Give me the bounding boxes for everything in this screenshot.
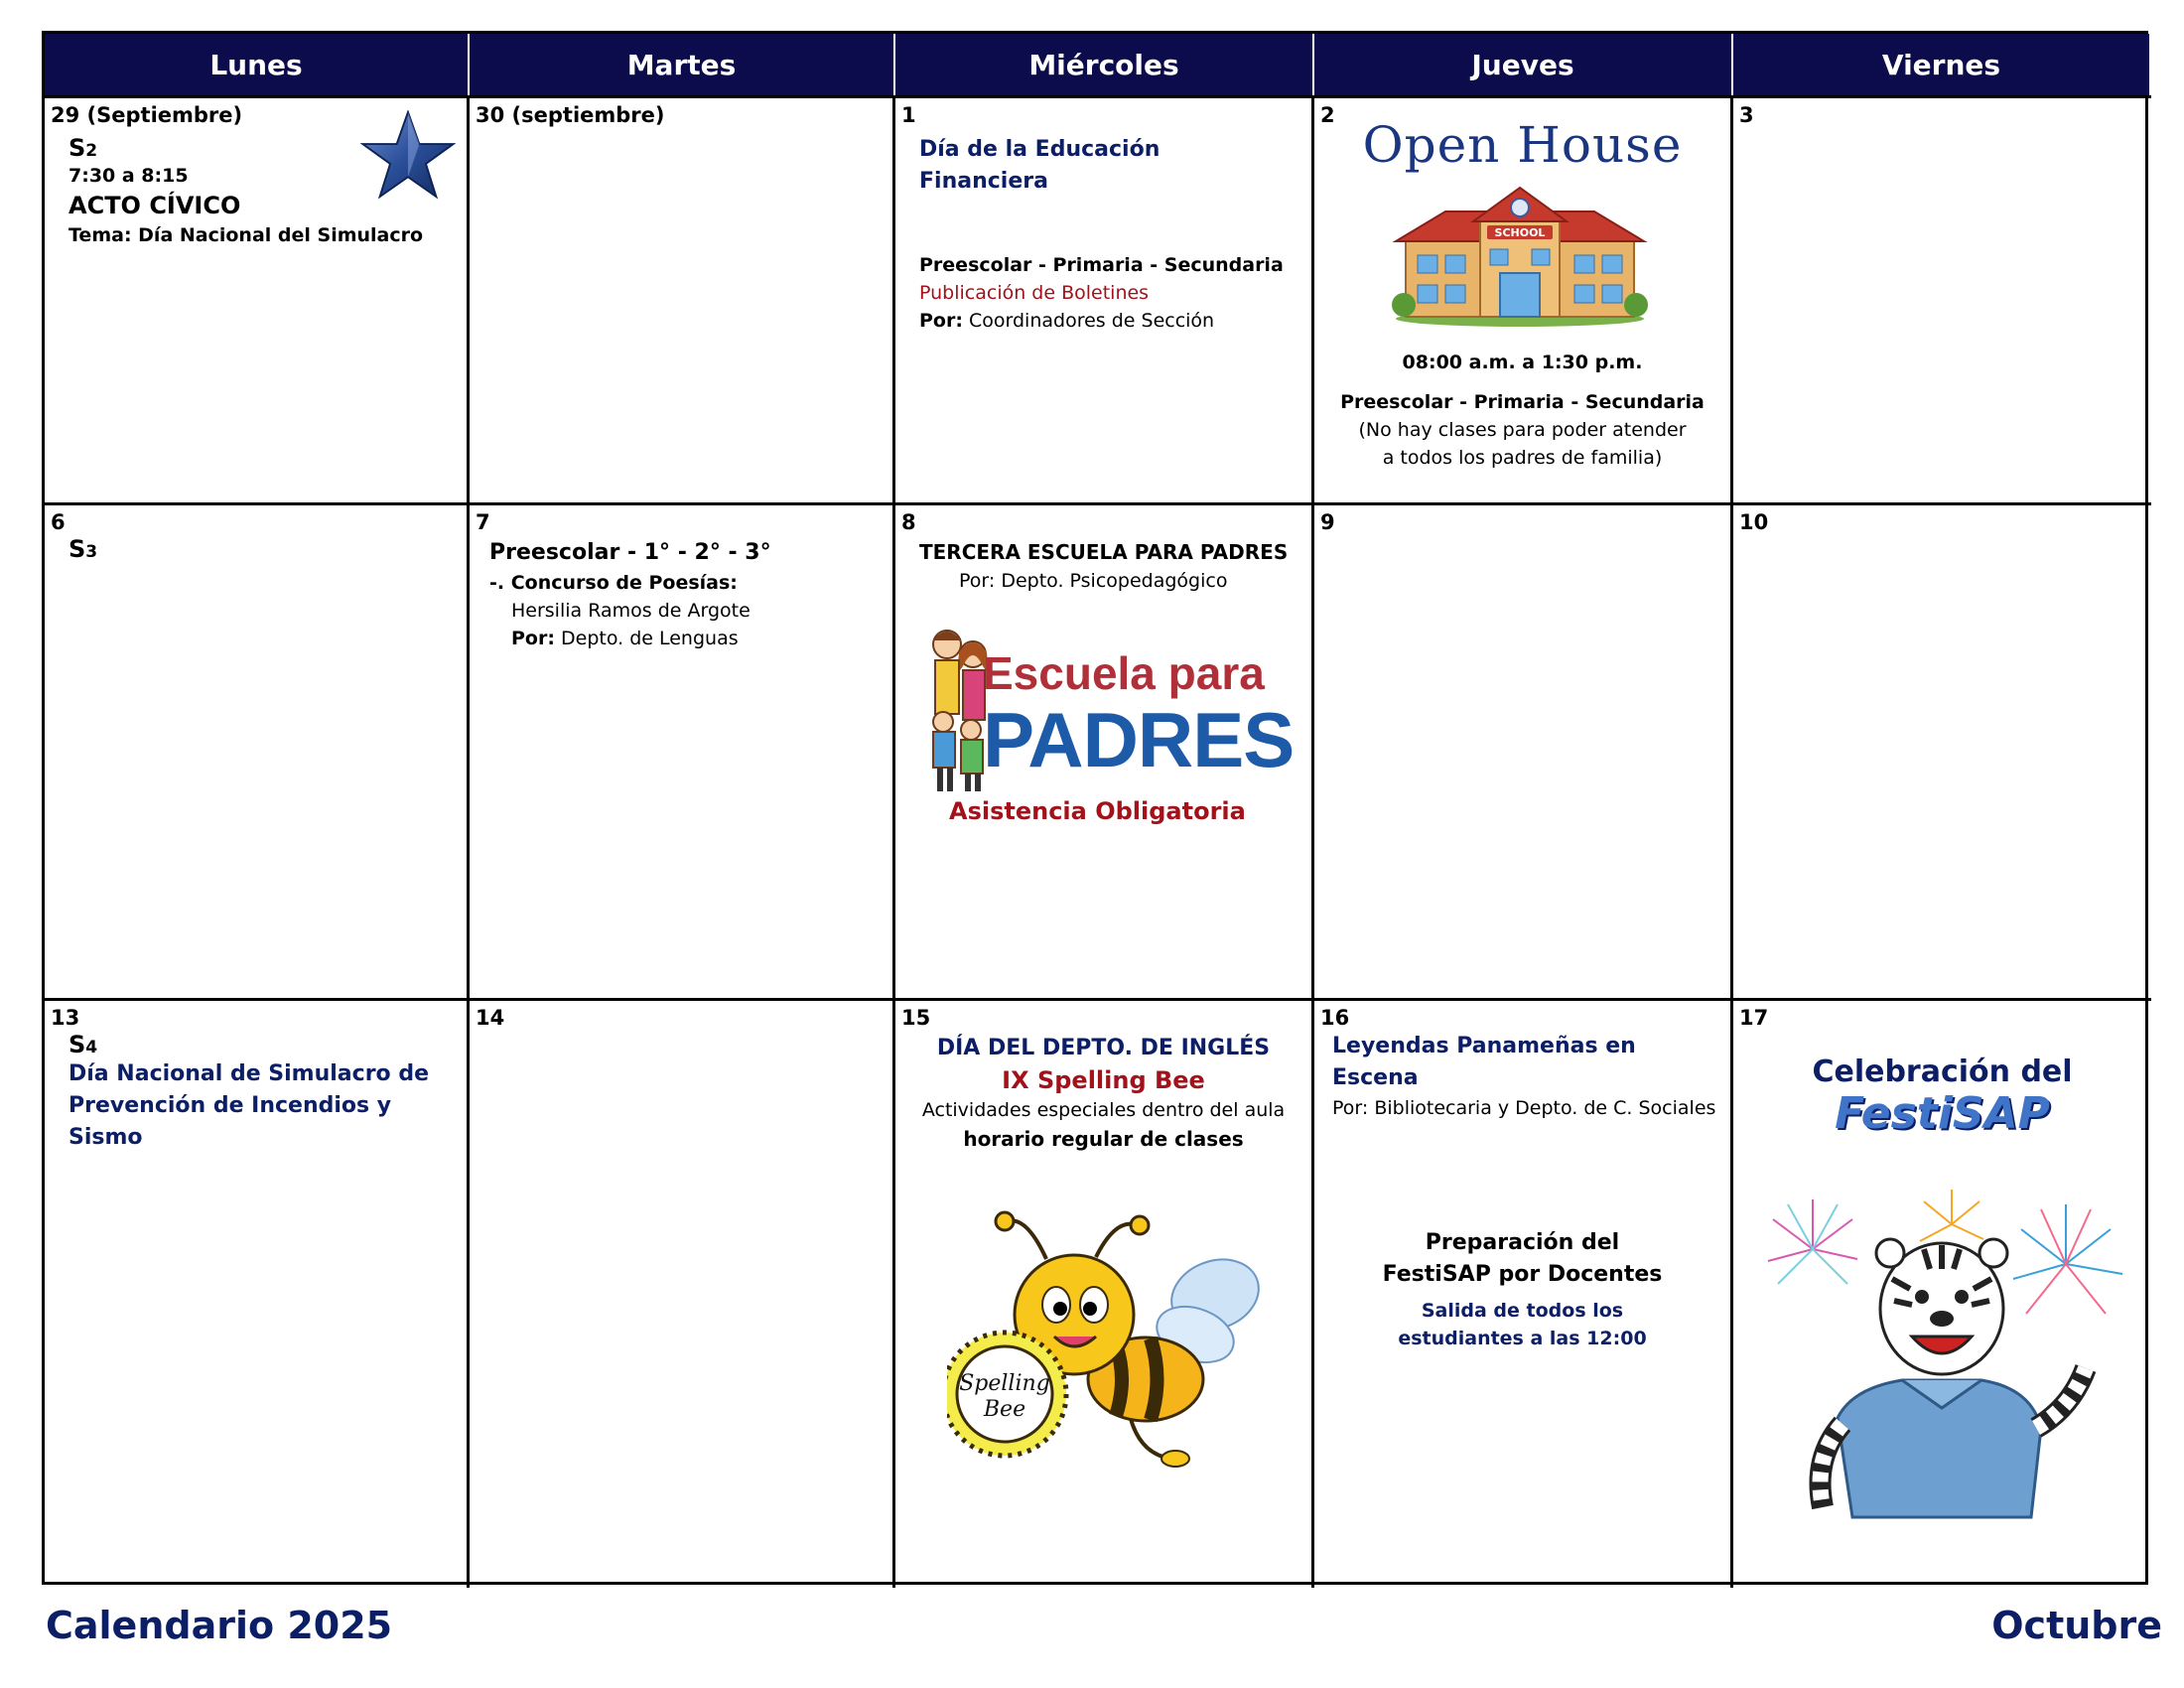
event-by: Por: Depto. de Lenguas bbox=[511, 628, 739, 649]
open-house-title: Open House bbox=[1362, 116, 1683, 174]
day-cell-oct-14 bbox=[470, 998, 895, 1588]
event-title: Día Nacional de Simulacro de Prevención de Incendios y Sismo bbox=[68, 1061, 429, 1150]
event-note: Publicación de Boletines bbox=[919, 282, 1150, 304]
event-title: TERCERA ESCUELA PARA PADRES bbox=[919, 540, 1289, 564]
event-title: Celebración del bbox=[1812, 1055, 2073, 1089]
event-levels: Preescolar - Primaria - Secundaria bbox=[1340, 391, 1705, 413]
event-prep: Preparación del FestiSAP por Docentes bbox=[1382, 1230, 1663, 1287]
star-icon bbox=[360, 110, 456, 200]
bee-icon bbox=[947, 1205, 1265, 1474]
week-label: S3 bbox=[68, 535, 98, 563]
day-number: 1 bbox=[901, 103, 916, 127]
day-cell-oct-16 bbox=[1314, 998, 1733, 1588]
day-number: 9 bbox=[1320, 510, 1335, 534]
day-number: 10 bbox=[1739, 510, 1769, 534]
festisap-logo: FestiSAP bbox=[1835, 1088, 2050, 1139]
logo-padres: PADRES bbox=[983, 696, 1295, 783]
event-note: Actividades especiales dentro del aula bbox=[921, 1099, 1286, 1121]
event-by: Por: Coordinadores de Sección bbox=[919, 310, 1215, 332]
event-levels: Preescolar - Primaria - Secundaria bbox=[919, 254, 1284, 276]
day-number: 2 bbox=[1320, 103, 1335, 127]
event-time: 08:00 a.m. a 1:30 p.m. bbox=[1402, 352, 1643, 373]
day-cell-oct-7 bbox=[470, 502, 895, 998]
day-cell-oct-8 bbox=[895, 502, 1314, 998]
day-number: 13 bbox=[51, 1006, 80, 1030]
event-title: Día de la Educación Financiera bbox=[919, 137, 1160, 194]
event-title: ACTO CÍVICO bbox=[68, 192, 241, 219]
day-number: 29 (Septiembre) bbox=[51, 103, 243, 127]
day-cell-oct-13 bbox=[45, 998, 470, 1588]
school-building-icon bbox=[1386, 178, 1654, 327]
day-cell-sep-29 bbox=[45, 95, 470, 502]
header-tuesday: Martes bbox=[470, 34, 895, 95]
event-title: DÍA DEL DEPTO. DE INGLÉS bbox=[936, 1036, 1271, 1060]
day-cell-oct-9 bbox=[1314, 502, 1733, 998]
header-monday: Lunes bbox=[45, 34, 470, 95]
event-title: Leyendas Panameñas en Escena bbox=[1332, 1034, 1636, 1090]
calendar-grid bbox=[42, 31, 2148, 1585]
day-cell-oct-6 bbox=[45, 502, 470, 998]
month-title: Octubre bbox=[1991, 1604, 2162, 1647]
event-time: 7:30 a 8:15 bbox=[68, 165, 189, 187]
calendar-title: Calendario 2025 bbox=[46, 1604, 393, 1647]
event-schedule: horario regular de clases bbox=[963, 1127, 1244, 1151]
event-subtitle: IX Spelling Bee bbox=[1002, 1066, 1205, 1094]
event-by: Por: Bibliotecaria y Depto. de C. Sociales bbox=[1332, 1097, 1716, 1119]
school-sign: SCHOOL bbox=[1494, 226, 1546, 239]
day-number: 16 bbox=[1320, 1006, 1350, 1030]
event-dismissal: Salida de todos los estudiantes a las 12:00 bbox=[1398, 1300, 1647, 1349]
day-number: 17 bbox=[1739, 1006, 1769, 1030]
day-number: 7 bbox=[476, 510, 490, 534]
badge-text-spelling: Spelling bbox=[959, 1371, 1050, 1396]
event-levels: Preescolar - 1° - 2° - 3° bbox=[489, 540, 771, 565]
event-note: Asistencia Obligatoria bbox=[949, 797, 1246, 825]
day-number: 8 bbox=[901, 510, 916, 534]
day-cell-oct-15 bbox=[895, 998, 1314, 1588]
event-name: Hersilia Ramos de Argote bbox=[511, 600, 751, 622]
day-cell-oct-17 bbox=[1733, 998, 2151, 1588]
day-cell-oct-10 bbox=[1733, 502, 2151, 998]
day-cell-oct-1 bbox=[895, 95, 1314, 502]
day-number: 3 bbox=[1739, 103, 1754, 127]
event-by: Por: Depto. Psicopedagógico bbox=[959, 570, 1228, 592]
event-note: (No hay clases para poder atender a todos los padres de familia) bbox=[1358, 419, 1687, 469]
badge-text-bee: Bee bbox=[983, 1397, 1026, 1422]
header-thursday: Jueves bbox=[1314, 34, 1733, 95]
day-cell-sep-30 bbox=[470, 95, 895, 502]
day-number: 6 bbox=[51, 510, 66, 534]
header-wednesday: Miércoles bbox=[895, 34, 1314, 95]
event-contest: -. Concurso de Poesías: bbox=[489, 572, 738, 594]
day-number: 14 bbox=[476, 1006, 505, 1030]
day-cell-oct-3 bbox=[1733, 95, 2151, 502]
logo-escuela-para: Escuela para bbox=[983, 647, 1265, 699]
tiger-mascot-icon bbox=[1753, 1190, 2130, 1527]
day-number: 15 bbox=[901, 1006, 931, 1030]
day-number: 30 (septiembre) bbox=[476, 103, 665, 127]
day-cell-oct-2 bbox=[1314, 95, 1733, 502]
week-label: S2 bbox=[68, 134, 98, 162]
header-friday: Viernes bbox=[1733, 34, 2151, 95]
week-label: S4 bbox=[68, 1031, 98, 1058]
event-topic: Tema: Día Nacional del Simulacro bbox=[68, 224, 424, 246]
